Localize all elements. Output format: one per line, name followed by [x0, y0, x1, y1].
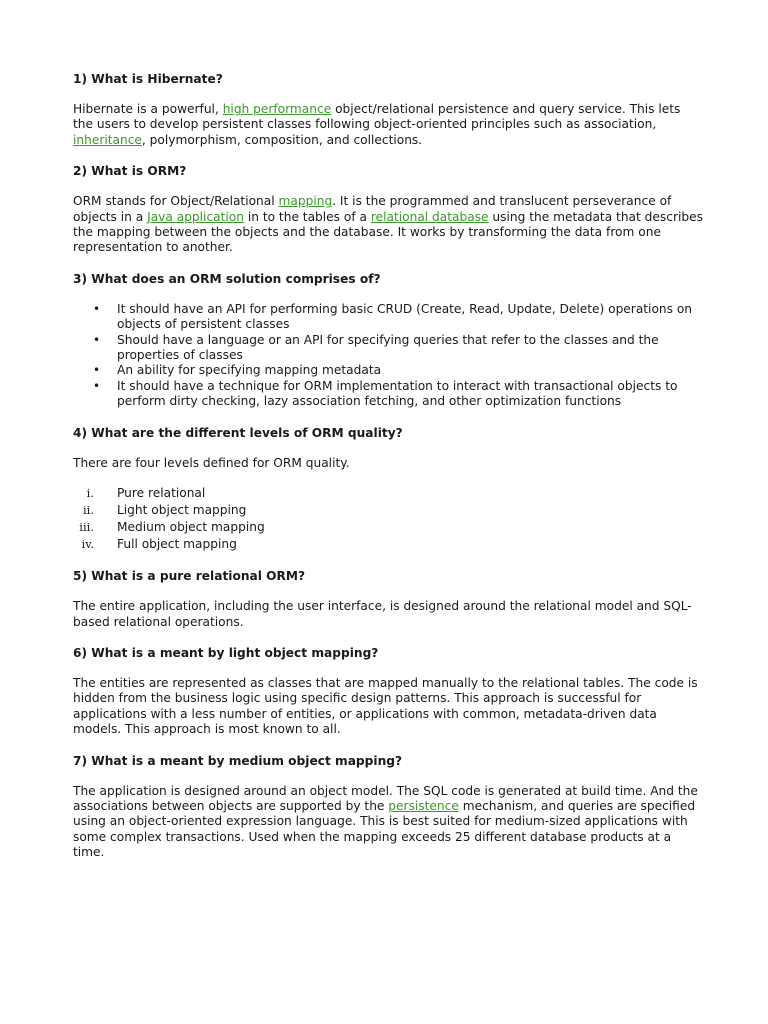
bullet-item [73, 363, 703, 378]
level-item [73, 485, 703, 502]
level-item [73, 536, 703, 553]
bullet-text: It should have an API for performing basic CRUD (Create, Read, Update, Delete) operations on objects of persistent classes [117, 301, 693, 332]
roman-numeral: i. [86, 486, 94, 501]
question-7-heading: 7) What is a meant by medium object mapping? [73, 753, 403, 768]
bullet-text: Should have a language or an API for specifying queries that refer to the classes and the properties of classes [117, 332, 659, 363]
document-page [73, 70, 703, 861]
level-item [73, 502, 703, 519]
roman-numeral: iii. [79, 520, 94, 535]
answer-text: object/relational persistence and query service. This lets the users to develop persistent classes following object-oriented principles such as association, [73, 102, 681, 132]
mapping-link[interactable]: mapping [278, 194, 333, 209]
question-5-answer: The entire application, including the user interface, is designed around the relational model and SQL-based relational operations. [73, 599, 692, 629]
answer-text: ORM stands for Object/Relational [73, 194, 279, 209]
question-2-answer [73, 194, 703, 256]
bullet-text: It should have a technique for ORM implementation to interact with transactional objects to perform dirty checking, lazy association fetching, and other optimization functions [117, 378, 678, 409]
question-3-heading: 3) What does an ORM solution comprises of? [73, 271, 381, 286]
bullet-text: An ability for specifying mapping metadata [117, 363, 382, 378]
question-5-heading: 5) What is a pure relational ORM? [73, 569, 306, 584]
question-6-heading: 6) What is a meant by light object mapping? [73, 645, 379, 660]
question-2-heading: 2) What is ORM? [73, 164, 187, 179]
question-7-answer [73, 784, 703, 861]
bullet-item [73, 333, 703, 364]
answer-text: The application is designed around an object model. The SQL code is generated at build time. And the associations between objects are supported by the [73, 783, 698, 813]
question-6-answer: The entities are represented as classes that are mapped manually to the relational tables. The code is hidden from the business logic using specific design patterns. This approach is successful for applications with a less number of entities, or applications with common, metadata-driven data models. This approach is most known to all. [73, 675, 698, 737]
roman-numeral: iv. [81, 537, 94, 552]
level-text: Full object mapping [117, 537, 237, 552]
bullet-dot: • [93, 332, 101, 347]
bullet-item [73, 302, 703, 333]
high-performance-link[interactable]: high performance [222, 102, 332, 116]
level-text: Pure relational [117, 486, 206, 501]
bullet-dot: • [93, 363, 101, 378]
roman-numeral: ii. [82, 503, 94, 518]
question-1-answer [73, 102, 703, 148]
java-application-link[interactable]: Java application [147, 209, 244, 224]
level-text: Medium object mapping [117, 520, 265, 535]
answer-text: , polymorphism, composition, and collections. [141, 132, 423, 147]
question-4-heading: 4) What are the different levels of ORM quality? [73, 425, 403, 440]
answer-text: in to the tables of a [243, 209, 371, 224]
answer-text: . It is the programmed and translucent perseverance of objects in a [73, 194, 672, 224]
inheritance-link[interactable]: inheritance [73, 132, 142, 147]
question-1-heading: 1) What is Hibernate? [73, 72, 223, 86]
persistence-link[interactable]: persistence [388, 798, 459, 813]
bullet-dot: • [93, 301, 101, 316]
level-item [73, 519, 703, 536]
orm-solution-bullet-list [73, 302, 703, 410]
relational-database-link[interactable]: relational database [370, 209, 489, 224]
orm-quality-levels-list [73, 485, 703, 553]
question-4-intro: There are four levels defined for ORM quality. [73, 455, 350, 470]
bullet-dot: • [93, 378, 101, 393]
answer-text: Hibernate is a powerful, [73, 102, 223, 116]
bullet-item [73, 379, 703, 410]
answer-text: mechanism, and queries are specified using an object-oriented expression language. This is best suited for medium-sized applications with some complex transactions. Used when the mapping exceeds 25 different database products at a time. [73, 798, 696, 860]
answer-text: using the metadata that describes the mapping between the objects and the database. It works by transforming the data from one representation to another. [73, 209, 703, 255]
level-text: Light object mapping [117, 503, 247, 518]
